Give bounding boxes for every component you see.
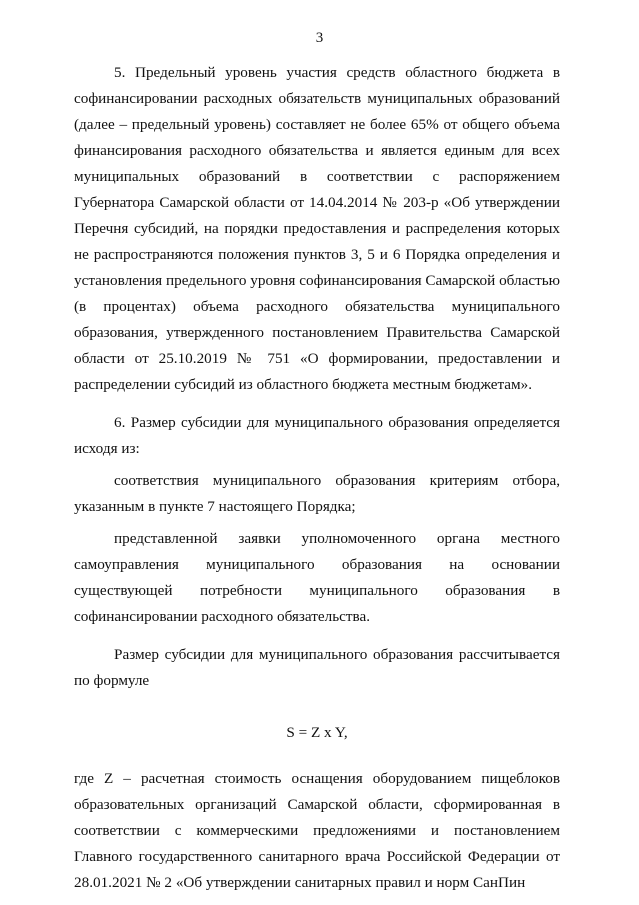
page-number: 3 <box>315 30 324 46</box>
formula: S = Z x Y, <box>286 724 348 741</box>
paragraph-formula-explanation: где Z – расчетная стоимость оснащения оборудованием пищеблоков образовательных организаций Самарской области, сформированная в соответствии с коммерческими предложениями и постановлением Главного государственного санитарного врача Российской Федерации от 28.01.2021 № 2 «Об утверждении санитарных правил и норм СанПин <box>74 770 560 891</box>
paragraph-criteria: соответствия муниципального образования критериям отбора, указанным в пункте 7 настоящего Порядка; <box>74 472 560 515</box>
document-body <box>74 60 560 896</box>
paragraph-5: 5. Предельный уровень участия средств областного бюджета в софинансировании расходных обязательств муниципальных образований (далее – предельный уровень) составляет не более 65% от общего объема финансирования расходного обязательства и является единым для всех муниципальных образований в соответствии с распоряжением Губернатора Самарской области от 14.04.2014 № 203-р «Об утверждении Перечня субсидий, на порядки предоставления и распределения которых не распространяются положения пунктов 3, 5 и 6 Порядка определения и установления предельного уровня софинансирования Самарской областью (в процентах) объема расходного обязательства муниципального образования, утвержденного постановлением Правительства Самарской области от 25.10.2019 № 751 «О формировании, предоставлении и распределении субсидий из областного бюджета местным бюджетам». <box>74 64 560 393</box>
paragraph-application: представленной заявки уполномоченного органа местного самоуправления муниципального образования на основании существующей потребности муниципального образования в софинансировании расходного обязательства. <box>74 530 560 625</box>
paragraph-6: 6. Размер субсидии для муниципального образования определяется исходя из: <box>74 414 560 457</box>
paragraph-formula-intro: Размер субсидии для муниципального образования рассчитывается по формуле <box>74 646 560 689</box>
